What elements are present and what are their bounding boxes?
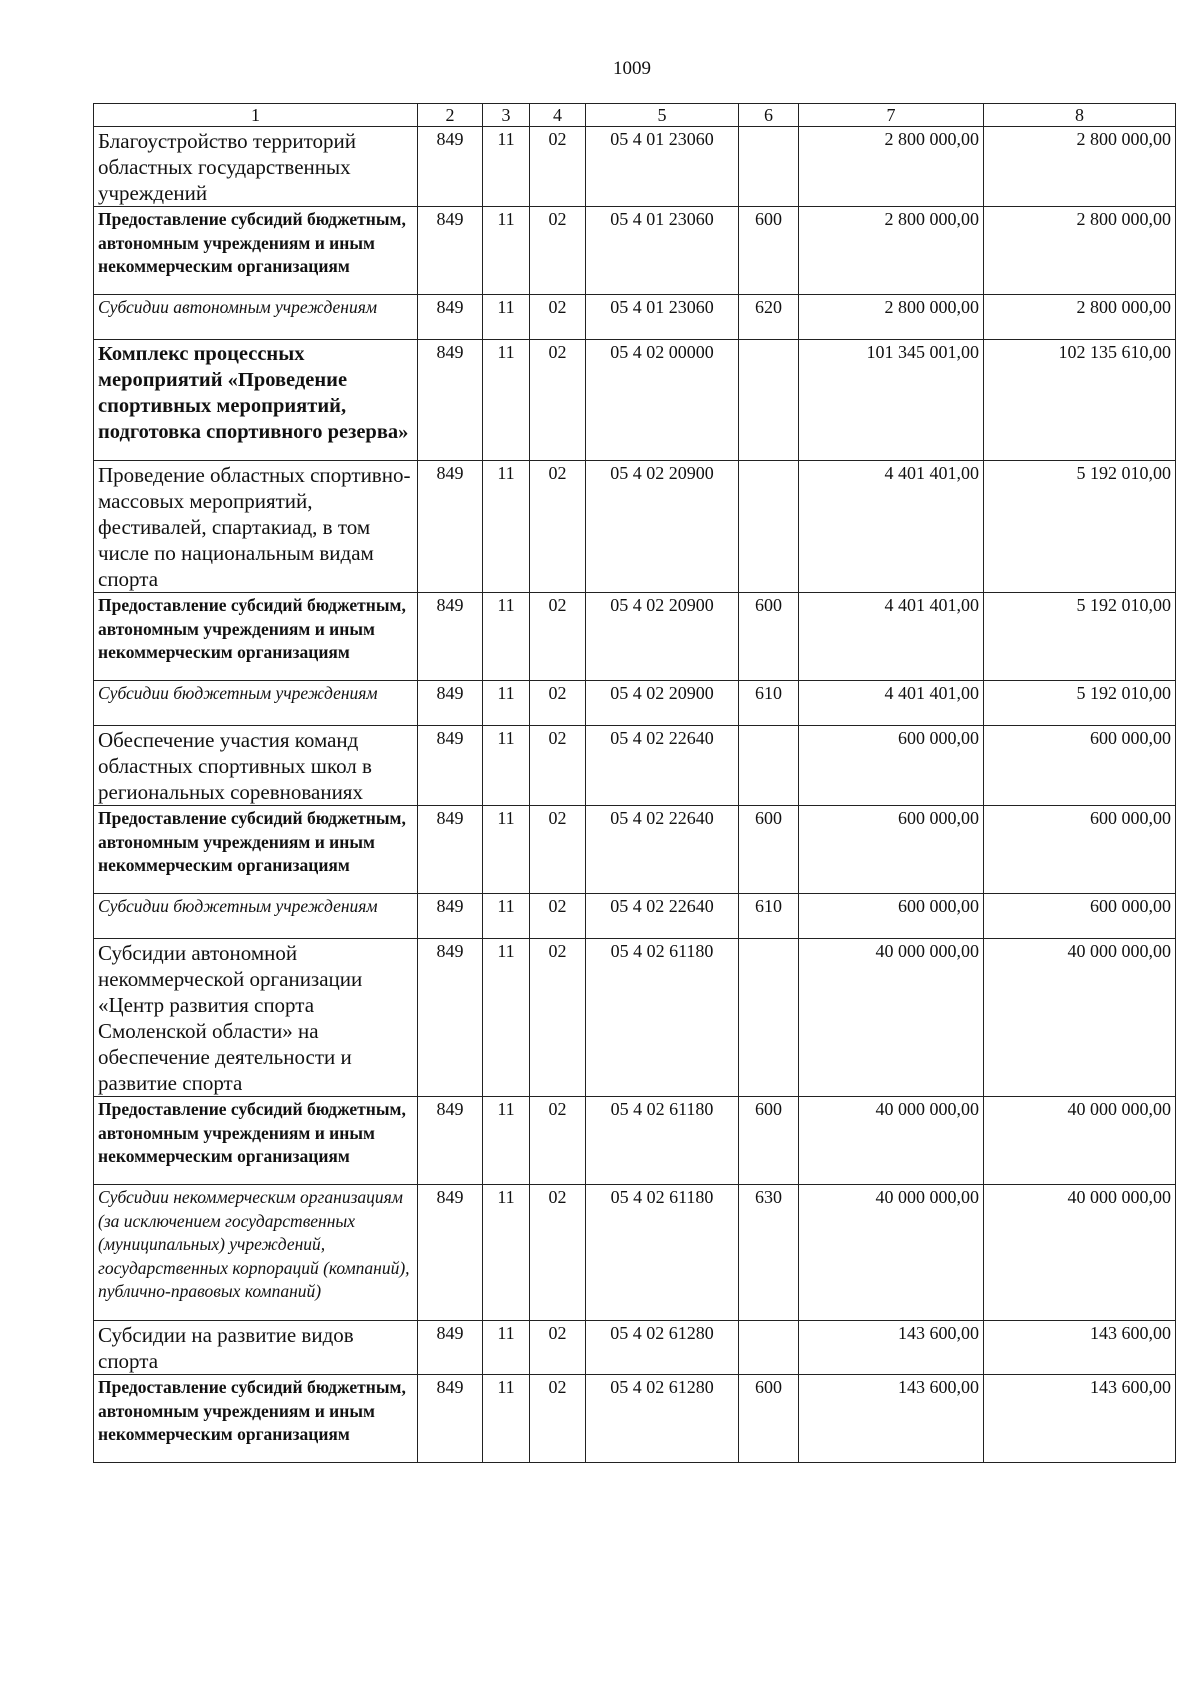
column-header: 4 (530, 104, 586, 127)
row-expense-type-cell (739, 461, 799, 593)
row-amount-year2-cell: 2 800 000,00 (984, 127, 1176, 207)
row-amount-year1-cell: 40 000 000,00 (799, 939, 984, 1097)
row-target-article-cell: 05 4 01 23060 (586, 295, 739, 340)
row-target-article-cell: 05 4 02 22640 (586, 894, 739, 939)
column-header: 3 (483, 104, 530, 127)
table-row (94, 1097, 1176, 1185)
row-ministry-code-cell: 849 (418, 127, 483, 207)
table-row (94, 939, 1176, 1097)
row-amount-year1-cell: 2 800 000,00 (799, 207, 984, 295)
table-header-row (94, 104, 1176, 127)
row-subsection-cell: 02 (530, 726, 586, 806)
row-amount-year1-cell: 2 800 000,00 (799, 295, 984, 340)
row-amount-year1-cell: 143 600,00 (799, 1321, 984, 1375)
row-section-cell: 11 (483, 295, 530, 340)
row-expense-type-cell: 610 (739, 894, 799, 939)
table-row (94, 806, 1176, 894)
table-row (94, 127, 1176, 207)
row-subsection-cell: 02 (530, 894, 586, 939)
row-amount-year2-cell: 40 000 000,00 (984, 1185, 1176, 1321)
row-ministry-code-cell: 849 (418, 1185, 483, 1321)
row-ministry-code-cell: 849 (418, 1375, 483, 1463)
row-subsection-cell: 02 (530, 593, 586, 681)
row-name-cell: Предоставление субсидий бюджетным, автономным учреждениям и иным некоммерческим организациям (94, 1375, 418, 1463)
row-name-cell: Проведение областных спортивно-массовых мероприятий, фестивалей, спартакиад, в том числе по национальным видам спорта (94, 461, 418, 593)
row-section-cell: 11 (483, 939, 530, 1097)
row-name-cell: Предоставление субсидий бюджетным, автономным учреждениям и иным некоммерческим организациям (94, 593, 418, 681)
row-amount-year2-cell: 5 192 010,00 (984, 593, 1176, 681)
row-section-cell: 11 (483, 681, 530, 726)
row-expense-type-cell (739, 340, 799, 461)
row-amount-year1-cell: 600 000,00 (799, 726, 984, 806)
row-ministry-code-cell: 849 (418, 340, 483, 461)
row-expense-type-cell (739, 127, 799, 207)
row-amount-year2-cell: 600 000,00 (984, 894, 1176, 939)
row-ministry-code-cell: 849 (418, 806, 483, 894)
row-subsection-cell: 02 (530, 806, 586, 894)
row-subsection-cell: 02 (530, 461, 586, 593)
row-name-cell: Субсидии бюджетным учреждениям (94, 894, 418, 939)
row-target-article-cell: 05 4 02 22640 (586, 806, 739, 894)
row-amount-year2-cell: 143 600,00 (984, 1375, 1176, 1463)
row-amount-year1-cell: 4 401 401,00 (799, 681, 984, 726)
row-expense-type-cell (739, 939, 799, 1097)
row-expense-type-cell: 600 (739, 1375, 799, 1463)
row-amount-year2-cell: 143 600,00 (984, 1321, 1176, 1375)
row-target-article-cell: 05 4 02 00000 (586, 340, 739, 461)
row-expense-type-cell: 600 (739, 806, 799, 894)
row-ministry-code-cell: 849 (418, 461, 483, 593)
row-name-cell: Субсидии бюджетным учреждениям (94, 681, 418, 726)
row-section-cell: 11 (483, 1097, 530, 1185)
row-amount-year1-cell: 600 000,00 (799, 806, 984, 894)
row-target-article-cell: 05 4 02 61180 (586, 1185, 739, 1321)
row-amount-year2-cell: 40 000 000,00 (984, 1097, 1176, 1185)
row-section-cell: 11 (483, 593, 530, 681)
row-subsection-cell: 02 (530, 127, 586, 207)
row-subsection-cell: 02 (530, 681, 586, 726)
row-name-cell: Комплекс процессных мероприятий «Проведение спортивных мероприятий, подготовка спортивного резерва» (94, 340, 418, 461)
row-name-cell: Обеспечение участия команд областных спортивных школ в региональных соревнованиях (94, 726, 418, 806)
row-amount-year1-cell: 600 000,00 (799, 894, 984, 939)
row-target-article-cell: 05 4 01 23060 (586, 207, 739, 295)
row-ministry-code-cell: 849 (418, 207, 483, 295)
table-row (94, 207, 1176, 295)
row-section-cell: 11 (483, 1185, 530, 1321)
table-row (94, 340, 1176, 461)
row-expense-type-cell (739, 1321, 799, 1375)
row-amount-year2-cell: 600 000,00 (984, 726, 1176, 806)
row-name-cell: Предоставление субсидий бюджетным, автономным учреждениям и иным некоммерческим организациям (94, 1097, 418, 1185)
column-header: 5 (586, 104, 739, 127)
row-expense-type-cell (739, 726, 799, 806)
row-expense-type-cell: 600 (739, 207, 799, 295)
column-header: 2 (418, 104, 483, 127)
row-target-article-cell: 05 4 02 20900 (586, 681, 739, 726)
table-row (94, 295, 1176, 340)
row-target-article-cell: 05 4 02 61280 (586, 1321, 739, 1375)
row-amount-year1-cell: 101 345 001,00 (799, 340, 984, 461)
row-target-article-cell: 05 4 02 20900 (586, 593, 739, 681)
row-ministry-code-cell: 849 (418, 681, 483, 726)
row-ministry-code-cell: 849 (418, 726, 483, 806)
row-expense-type-cell: 620 (739, 295, 799, 340)
row-amount-year1-cell: 4 401 401,00 (799, 593, 984, 681)
row-subsection-cell: 02 (530, 207, 586, 295)
row-section-cell: 11 (483, 1321, 530, 1375)
row-amount-year2-cell: 5 192 010,00 (984, 681, 1176, 726)
row-amount-year2-cell: 2 800 000,00 (984, 207, 1176, 295)
row-section-cell: 11 (483, 207, 530, 295)
row-expense-type-cell: 630 (739, 1185, 799, 1321)
column-header: 6 (739, 104, 799, 127)
row-ministry-code-cell: 849 (418, 1097, 483, 1185)
row-target-article-cell: 05 4 02 61180 (586, 939, 739, 1097)
row-ministry-code-cell: 849 (418, 593, 483, 681)
table-row (94, 726, 1176, 806)
row-name-cell: Субсидии некоммерческим организациям (за исключением государственных (муниципальных) учреждений, государственных корпораций (компаний), публично-правовых компаний) (94, 1185, 418, 1321)
row-amount-year1-cell: 40 000 000,00 (799, 1097, 984, 1185)
row-section-cell: 11 (483, 894, 530, 939)
row-subsection-cell: 02 (530, 1185, 586, 1321)
table-row (94, 461, 1176, 593)
row-section-cell: 11 (483, 806, 530, 894)
row-ministry-code-cell: 849 (418, 894, 483, 939)
row-amount-year1-cell: 4 401 401,00 (799, 461, 984, 593)
row-section-cell: 11 (483, 127, 530, 207)
row-subsection-cell: 02 (530, 295, 586, 340)
row-ministry-code-cell: 849 (418, 295, 483, 340)
row-target-article-cell: 05 4 01 23060 (586, 127, 739, 207)
row-amount-year2-cell: 102 135 610,00 (984, 340, 1176, 461)
column-header: 7 (799, 104, 984, 127)
row-target-article-cell: 05 4 02 22640 (586, 726, 739, 806)
row-subsection-cell: 02 (530, 1097, 586, 1185)
row-target-article-cell: 05 4 02 61180 (586, 1097, 739, 1185)
row-target-article-cell: 05 4 02 61280 (586, 1375, 739, 1463)
row-subsection-cell: 02 (530, 340, 586, 461)
row-amount-year2-cell: 600 000,00 (984, 806, 1176, 894)
row-ministry-code-cell: 849 (418, 939, 483, 1097)
column-header: 8 (984, 104, 1176, 127)
row-section-cell: 11 (483, 726, 530, 806)
row-name-cell: Субсидии автономным учреждениям (94, 295, 418, 340)
row-subsection-cell: 02 (530, 939, 586, 1097)
table-row (94, 1321, 1176, 1375)
row-name-cell: Субсидии на развитие видов спорта (94, 1321, 418, 1375)
row-expense-type-cell: 610 (739, 681, 799, 726)
row-section-cell: 11 (483, 461, 530, 593)
table-body (94, 104, 1176, 1463)
row-ministry-code-cell: 849 (418, 1321, 483, 1375)
row-section-cell: 11 (483, 1375, 530, 1463)
table-row (94, 681, 1176, 726)
table-row (94, 1185, 1176, 1321)
budget-table (93, 103, 1176, 1463)
row-target-article-cell: 05 4 02 20900 (586, 461, 739, 593)
row-expense-type-cell: 600 (739, 1097, 799, 1185)
row-subsection-cell: 02 (530, 1375, 586, 1463)
row-amount-year1-cell: 40 000 000,00 (799, 1185, 984, 1321)
row-expense-type-cell: 600 (739, 593, 799, 681)
row-amount-year2-cell: 40 000 000,00 (984, 939, 1176, 1097)
row-name-cell: Предоставление субсидий бюджетным, автономным учреждениям и иным некоммерческим организациям (94, 207, 418, 295)
row-name-cell: Предоставление субсидий бюджетным, автономным учреждениям и иным некоммерческим организациям (94, 806, 418, 894)
row-name-cell: Благоустройство территорий областных государственных учреждений (94, 127, 418, 207)
column-header: 1 (94, 104, 418, 127)
row-section-cell: 11 (483, 340, 530, 461)
page-number: 1009 (613, 58, 651, 79)
table-row (94, 1375, 1176, 1463)
row-amount-year1-cell: 143 600,00 (799, 1375, 984, 1463)
row-subsection-cell: 02 (530, 1321, 586, 1375)
row-name-cell: Субсидии автономной некоммерческой организации «Центр развития спорта Смоленской области» на обеспечение деятельности и развитие спорта (94, 939, 418, 1097)
row-amount-year1-cell: 2 800 000,00 (799, 127, 984, 207)
row-amount-year2-cell: 2 800 000,00 (984, 295, 1176, 340)
table-row (94, 894, 1176, 939)
row-amount-year2-cell: 5 192 010,00 (984, 461, 1176, 593)
table-row (94, 593, 1176, 681)
